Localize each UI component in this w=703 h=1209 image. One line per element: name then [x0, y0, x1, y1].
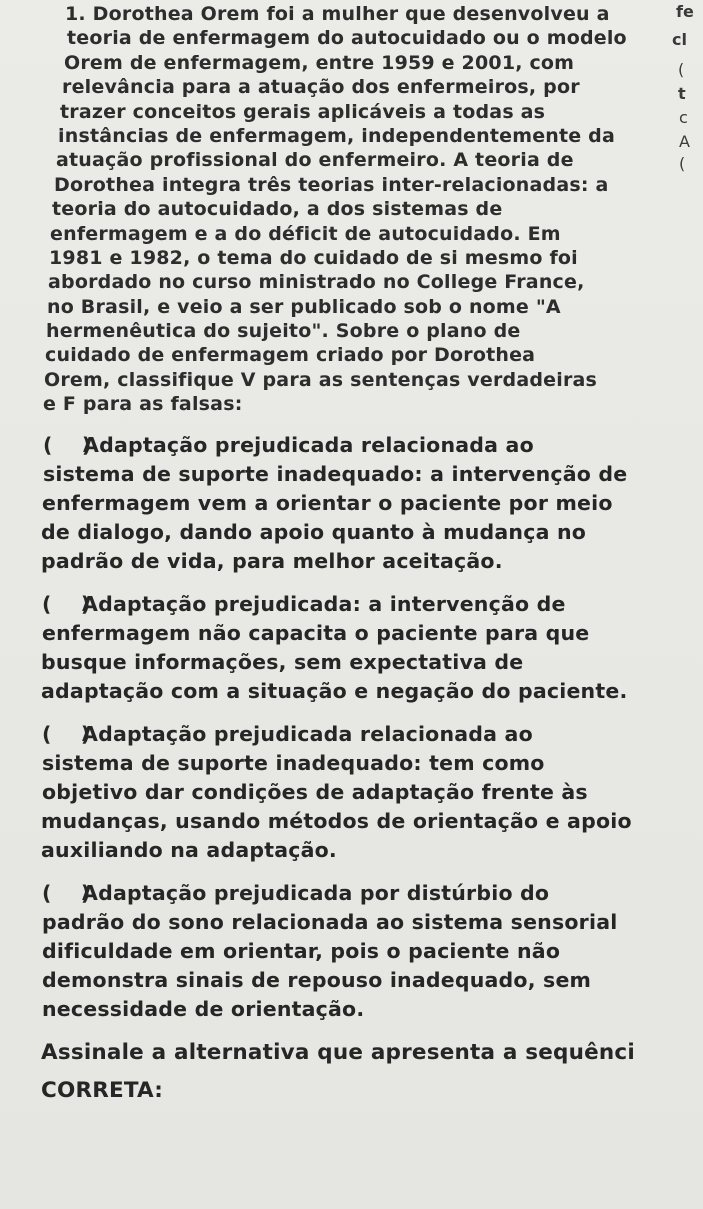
item-line: sistema de suporte inadequado: a intervenção de	[43, 461, 628, 486]
item-line: enfermagem não capacita o paciente para que	[42, 620, 590, 645]
margin-fragment: (	[678, 60, 685, 79]
statement-line: instâncias de enfermagem, independentemente da	[58, 124, 616, 147]
item-line: adaptação com a situação e negação do paciente.	[41, 678, 628, 703]
item-line: busque informações, sem expectativa de	[41, 649, 524, 674]
statement-line: abordado no curso ministrado no College France,	[48, 271, 585, 294]
item-line: objetivo dar condições de adaptação frente às	[42, 779, 588, 804]
statement-line: hermenêutica do sujeito". Sobre o plano de	[46, 320, 521, 343]
item-line: dificuldade em orientar, pois o paciente não	[42, 938, 561, 963]
true-false-item	[41, 720, 675, 865]
question-block	[41, 2, 675, 1110]
instruction-line: Assinale a alternativa que apresenta a sequênci	[41, 1039, 635, 1065]
item-line: de dialogo, dando apoio quanto à mudança no	[41, 519, 587, 544]
statement-line: teoria de enfermagem do autocuidado ou o modelo	[67, 27, 627, 50]
answer-parenthesis[interactable]: ( )	[42, 591, 91, 616]
item-line	[42, 879, 675, 908]
item-line	[42, 590, 675, 619]
true-false-item	[41, 590, 675, 706]
answer-parenthesis[interactable]: ( )	[43, 432, 92, 457]
answer-parenthesis[interactable]: ( )	[42, 880, 91, 905]
statement-line: relevância para a atuação dos enfermeiros, por	[62, 76, 580, 99]
statement-line: cuidado de enfermagem criado por Dorothea	[45, 344, 536, 367]
question-statement	[43, 2, 675, 417]
item-line: sistema de suporte inadequado: tem como	[42, 750, 545, 775]
margin-fragment: c	[679, 108, 688, 127]
statement-line: enfermagem e a do déficit de autocuidado. Em	[50, 222, 561, 245]
margin-fragment: (	[679, 154, 686, 173]
margin-fragment: A	[679, 132, 690, 151]
item-line: enfermagem vem a orientar o paciente por meio	[42, 490, 613, 515]
true-false-item	[41, 431, 675, 576]
statement-line: 1981 e 1982, o tema do cuidado de si mesmo foi	[49, 246, 578, 269]
margin-fragment: cl	[672, 30, 687, 49]
item-line	[42, 720, 675, 749]
statement-line: Orem, classifique V para as sentenças verdadeiras	[44, 368, 598, 391]
answer-instruction	[41, 1034, 675, 1110]
statement-line: atuação profissional do enfermeiro. A teoria de	[56, 149, 574, 172]
item-text: Adaptação prejudicada: a intervenção de	[82, 591, 566, 616]
margin-fragment: fe	[676, 2, 694, 21]
statement-line: no Brasil, e veio a ser publicado sob o nome "A	[47, 295, 561, 318]
item-line	[43, 431, 675, 460]
statement-line: Orem de enfermagem, entre 1959 e 2001, com	[64, 51, 575, 74]
item-text: Adaptação prejudicada relacionada ao	[82, 721, 533, 746]
item-line: demonstra sinais de repouso inadequado, sem	[42, 967, 592, 992]
item-text: Adaptação prejudicada relacionada ao	[83, 432, 534, 457]
item-line: padrão de vida, para melhor aceitação.	[41, 548, 503, 573]
statement-line: 1. Dorothea Orem foi a mulher que desenvolveu a	[65, 3, 610, 25]
item-line: padrão do sono relacionada ao sistema sensorial	[42, 909, 618, 934]
margin-fragment: t	[678, 84, 686, 103]
statement-line: trazer conceitos gerais aplicáveis a todas as	[60, 100, 546, 123]
instruction-line: CORRETA:	[41, 1077, 164, 1103]
item-text: Adaptação prejudicada por distúrbio do	[82, 880, 550, 905]
answer-parenthesis[interactable]: ( )	[42, 721, 91, 746]
statement-line: teoria do autocuidado, a dos sistemas de	[52, 198, 503, 221]
item-line: auxiliando na adaptação.	[41, 837, 337, 862]
true-false-item	[42, 879, 675, 1024]
statement-line: e F para as falsas:	[43, 393, 243, 416]
item-line: necessidade de orientação.	[42, 996, 365, 1021]
statement-line: Dorothea integra três teorias inter-relacionadas: a	[54, 173, 609, 196]
item-line: mudanças, usando métodos de orientação e apoio	[41, 808, 632, 833]
